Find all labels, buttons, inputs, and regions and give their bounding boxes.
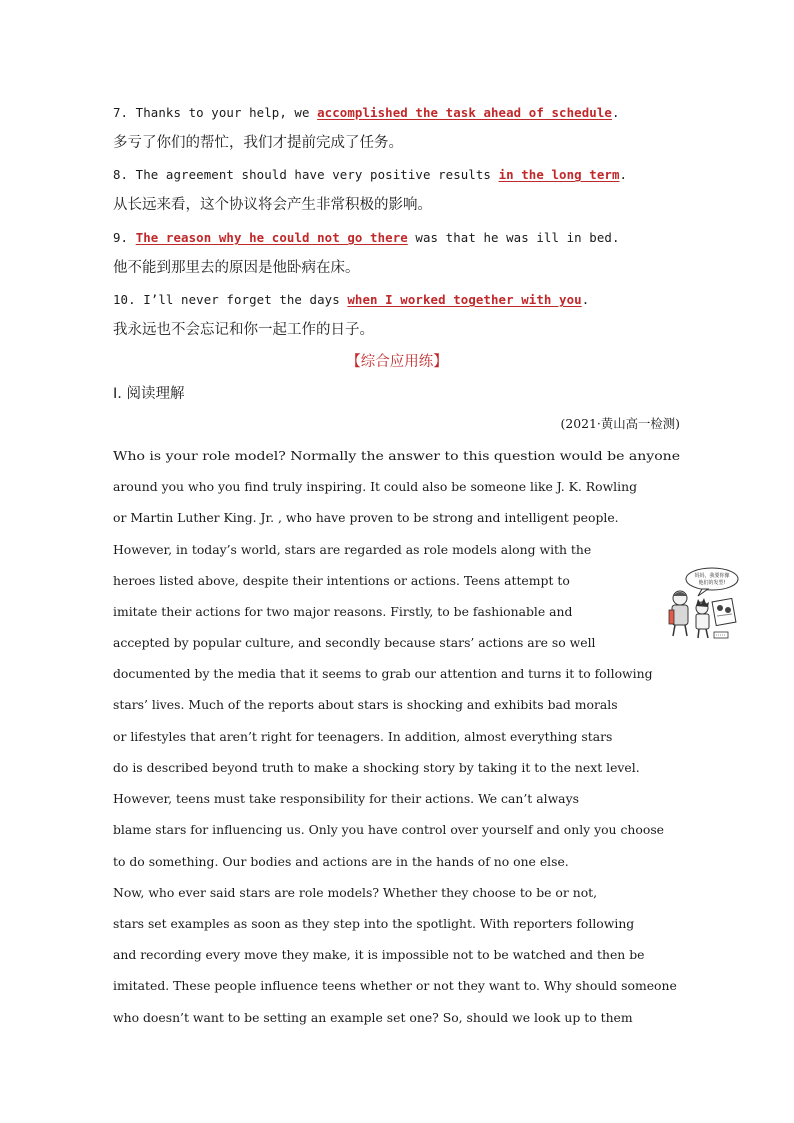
passage-line: who doesn’t want to be setting an example set one? So, should we look up to them xyxy=(113,1010,633,1025)
item-8-answer: in the long term xyxy=(498,167,620,182)
item-10-sentence xyxy=(113,292,589,308)
passage-line: and recording every move they make, it is impossible not to be watched and then be xyxy=(113,947,645,962)
passage-line: or lifestyles that aren’t right for teenagers. In addition, almost everything stars xyxy=(113,729,613,744)
passage-line: However, in today’s world, stars are regarded as role models along with the xyxy=(113,542,592,557)
item-8-translation: 从长远来看，这个协议将会产生非常积极的影响。 xyxy=(113,197,432,213)
passage-line: to do something. Our bodies and actions are in the hands of no one else. xyxy=(113,854,569,869)
item-9-prefix: 9. xyxy=(113,230,136,245)
item-9-sentence xyxy=(113,230,620,246)
item-7-sentence xyxy=(113,105,620,121)
cartoon-drawing xyxy=(662,566,740,642)
item-8-suffix: . xyxy=(619,167,628,182)
passage-line: around you who you find truly inspiring. It could also be someone like J. K. Rowling xyxy=(113,479,638,494)
item-10-translation: 我永远也不会忘记和你一起工作的日子。 xyxy=(113,322,374,338)
passage-line: Who is your role model? Normally the answer to this question would be anyone xyxy=(113,448,681,463)
passage-line: blame stars for influencing us. Only you have control over yourself and only you choose xyxy=(113,822,665,837)
part-heading: Ⅰ. 阅读理解 xyxy=(113,386,185,402)
item-10-suffix: . xyxy=(581,292,590,307)
svg-text:妈妈，我要你像: 妈妈，我要你像 xyxy=(694,573,730,579)
passage-line: documented by the media that it seems to grab our attention and turns it to following xyxy=(113,666,653,681)
passage-line: imitate their actions for two major reasons. Firstly, to be fashionable and xyxy=(113,604,573,619)
item-8-prefix: 8. The agreement should have very positive results xyxy=(113,167,499,182)
svg-text:他们的发型!: 他们的发型! xyxy=(698,580,726,586)
item-8-sentence xyxy=(113,167,627,183)
passage-line: stars’ lives. Much of the reports about stars is shocking and exhibits bad morals xyxy=(113,697,618,712)
item-10-answer: when I worked together with you xyxy=(347,292,582,307)
passage-line: or Martin Luther King. Jr. , who have proven to be strong and intelligent people. xyxy=(113,510,619,525)
source-note: (2021·黄山高一检测) xyxy=(560,416,680,431)
section-title: 【综合应用练】 xyxy=(346,354,448,370)
item-7-answer: accomplished the task ahead of schedule xyxy=(317,105,612,120)
item-7-suffix: . xyxy=(611,105,620,120)
item-10-prefix: 10. I’ll never forget the days xyxy=(113,292,348,307)
passage-line: accepted by popular culture, and secondly because stars’ actions are so well xyxy=(113,635,596,650)
passage-line: Now, who ever said stars are role models? Whether they choose to be or not, xyxy=(113,885,598,900)
item-9-translation: 他不能到那里去的原因是他卧病在床。 xyxy=(113,260,360,276)
item-7-prefix: 7. Thanks to your help, we xyxy=(113,105,318,120)
passage-line: imitated. These people influence teens whether or not they want to. Why should someone xyxy=(113,978,677,993)
passage-line: stars set examples as soon as they step into the spotlight. With reporters following xyxy=(113,916,635,931)
cartoon-illustration xyxy=(662,566,740,642)
item-7-translation: 多亏了你们的帮忙，我们才提前完成了任务。 xyxy=(113,135,403,151)
passage-line: do is described beyond truth to make a shocking story by taking it to the next level. xyxy=(113,760,640,775)
item-9-suffix: was that he was ill in bed. xyxy=(407,230,620,245)
passage-line: However, teens must take responsibility for their actions. We can’t always xyxy=(113,791,579,806)
passage-line: heroes listed above, despite their intentions or actions. Teens attempt to xyxy=(113,573,570,588)
item-9-answer: The reason why he could not go there xyxy=(135,230,408,245)
